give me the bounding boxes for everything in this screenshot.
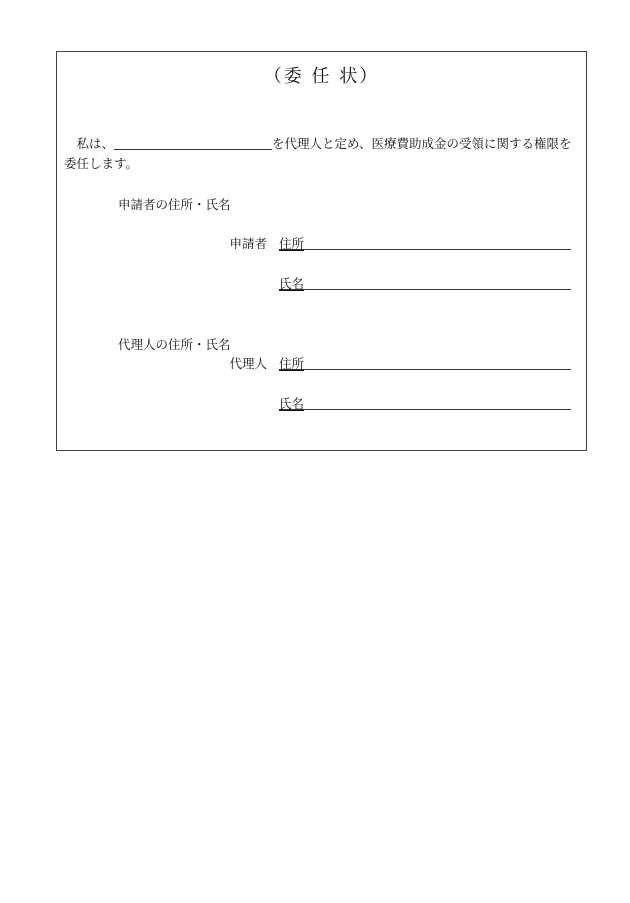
agent-section-heading: 代理人の住所・氏名 bbox=[118, 337, 231, 352]
applicant-address-field[interactable] bbox=[279, 234, 571, 250]
applicant-role-label: 申請者 bbox=[229, 236, 267, 251]
agent-name-field[interactable] bbox=[279, 394, 571, 410]
agent-address-field[interactable] bbox=[279, 354, 571, 370]
agent-name-row bbox=[223, 394, 571, 410]
power-of-attorney-form bbox=[56, 51, 587, 451]
applicant-address-label: 住所 bbox=[279, 236, 305, 251]
agent-name-blank[interactable] bbox=[114, 135, 272, 150]
applicant-section-heading: 申請者の住所・氏名 bbox=[118, 197, 231, 212]
applicant-name-row bbox=[223, 274, 571, 290]
agent-address-row bbox=[223, 354, 571, 370]
agent-name-label: 氏名 bbox=[279, 396, 305, 411]
document-title: （委 任 状） bbox=[263, 66, 380, 87]
agent-address-label: 住所 bbox=[279, 356, 305, 371]
statement-prefix: 私は、 bbox=[64, 136, 115, 151]
statement-suffix: を代理人と定め、医療費助成金の受領に関する権限を委任します。 bbox=[64, 136, 572, 171]
applicant-address-row bbox=[223, 234, 571, 250]
applicant-name-label: 氏名 bbox=[279, 276, 305, 291]
applicant-name-field[interactable] bbox=[279, 274, 571, 290]
agent-role-label: 代理人 bbox=[229, 356, 267, 371]
delegation-statement bbox=[64, 134, 584, 174]
